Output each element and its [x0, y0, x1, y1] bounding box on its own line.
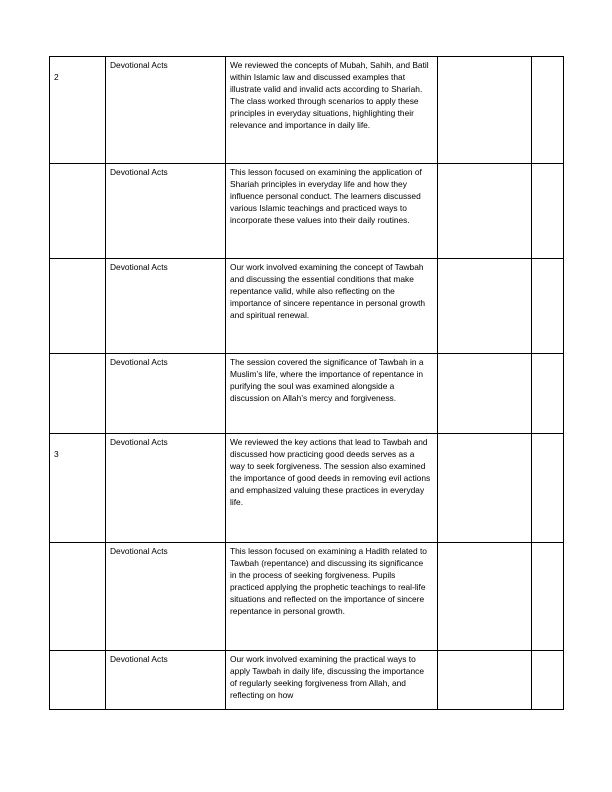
topic-cell: Devotional Acts	[106, 651, 226, 710]
topic-cell: Devotional Acts	[106, 354, 226, 434]
table-row	[50, 543, 564, 651]
topic-cell: Devotional Acts	[106, 164, 226, 259]
empty-cell	[438, 651, 532, 710]
topic-cell: Devotional Acts	[106, 57, 226, 164]
week-cell: 2	[50, 57, 106, 164]
topic-cell: Devotional Acts	[106, 543, 226, 651]
empty-cell	[532, 259, 564, 354]
week-cell	[50, 354, 106, 434]
empty-cell	[438, 354, 532, 434]
description-cell: This lesson focused on examining the application of Shariah principles in everyday life and how they influence personal conduct. The learners discussed various Islamic teachings and practiced ways to incorporate these values into their daily routines.	[226, 164, 438, 259]
week-cell	[50, 259, 106, 354]
table-row	[50, 434, 564, 543]
table-row	[50, 57, 564, 164]
week-cell: 3	[50, 434, 106, 543]
description-cell: We reviewed the concepts of Mubah, Sahih, and Batil within Islamic law and discussed examples that illustrate valid and invalid acts according to Shariah. The class worked through scenarios to apply these principles in everyday situations, highlighting their relevance and importance in daily life.	[226, 57, 438, 164]
week-cell	[50, 164, 106, 259]
empty-cell	[532, 651, 564, 710]
empty-cell	[532, 543, 564, 651]
empty-cell	[438, 259, 532, 354]
table-row	[50, 354, 564, 434]
table-row	[50, 651, 564, 710]
topic-cell: Devotional Acts	[106, 259, 226, 354]
week-cell	[50, 651, 106, 710]
empty-cell	[438, 434, 532, 543]
description-cell: Our work involved examining the concept of Tawbah and discussing the essential conditions that make repentance valid, while also reflecting on the importance of sincere repentance in personal growth and spiritual renewal.	[226, 259, 438, 354]
empty-cell	[532, 354, 564, 434]
empty-cell	[532, 57, 564, 164]
description-cell: The session covered the significance of Tawbah in a Muslim’s life, where the importance of repentance in purifying the soul was examined alongside a discussion on Allah’s mercy and forgiveness.	[226, 354, 438, 434]
empty-cell	[438, 164, 532, 259]
table-row	[50, 259, 564, 354]
empty-cell	[532, 164, 564, 259]
description-cell: We reviewed the key actions that lead to Tawbah and discussed how practicing good deeds serves as a way to seek forgiveness. The session also examined the importance of good deeds in removing evil actions and emphasized valuing these practices in everyday life.	[226, 434, 438, 543]
empty-cell	[438, 543, 532, 651]
week-cell	[50, 543, 106, 651]
empty-cell	[438, 57, 532, 164]
description-cell: This lesson focused on examining a Hadith related to Tawbah (repentance) and discussing its significance in the process of seeking forgiveness. Pupils practiced applying the prophetic teachings to real-life situations and reflected on the importance of sincere repentance in personal growth.	[226, 543, 438, 651]
empty-cell	[532, 434, 564, 543]
description-cell: Our work involved examining the practical ways to apply Tawbah in daily life, discussing the importance of regularly seeking forgiveness from Allah, and reflecting on how	[226, 651, 438, 710]
table-row	[50, 164, 564, 259]
lesson-log-table	[49, 56, 564, 710]
topic-cell: Devotional Acts	[106, 434, 226, 543]
